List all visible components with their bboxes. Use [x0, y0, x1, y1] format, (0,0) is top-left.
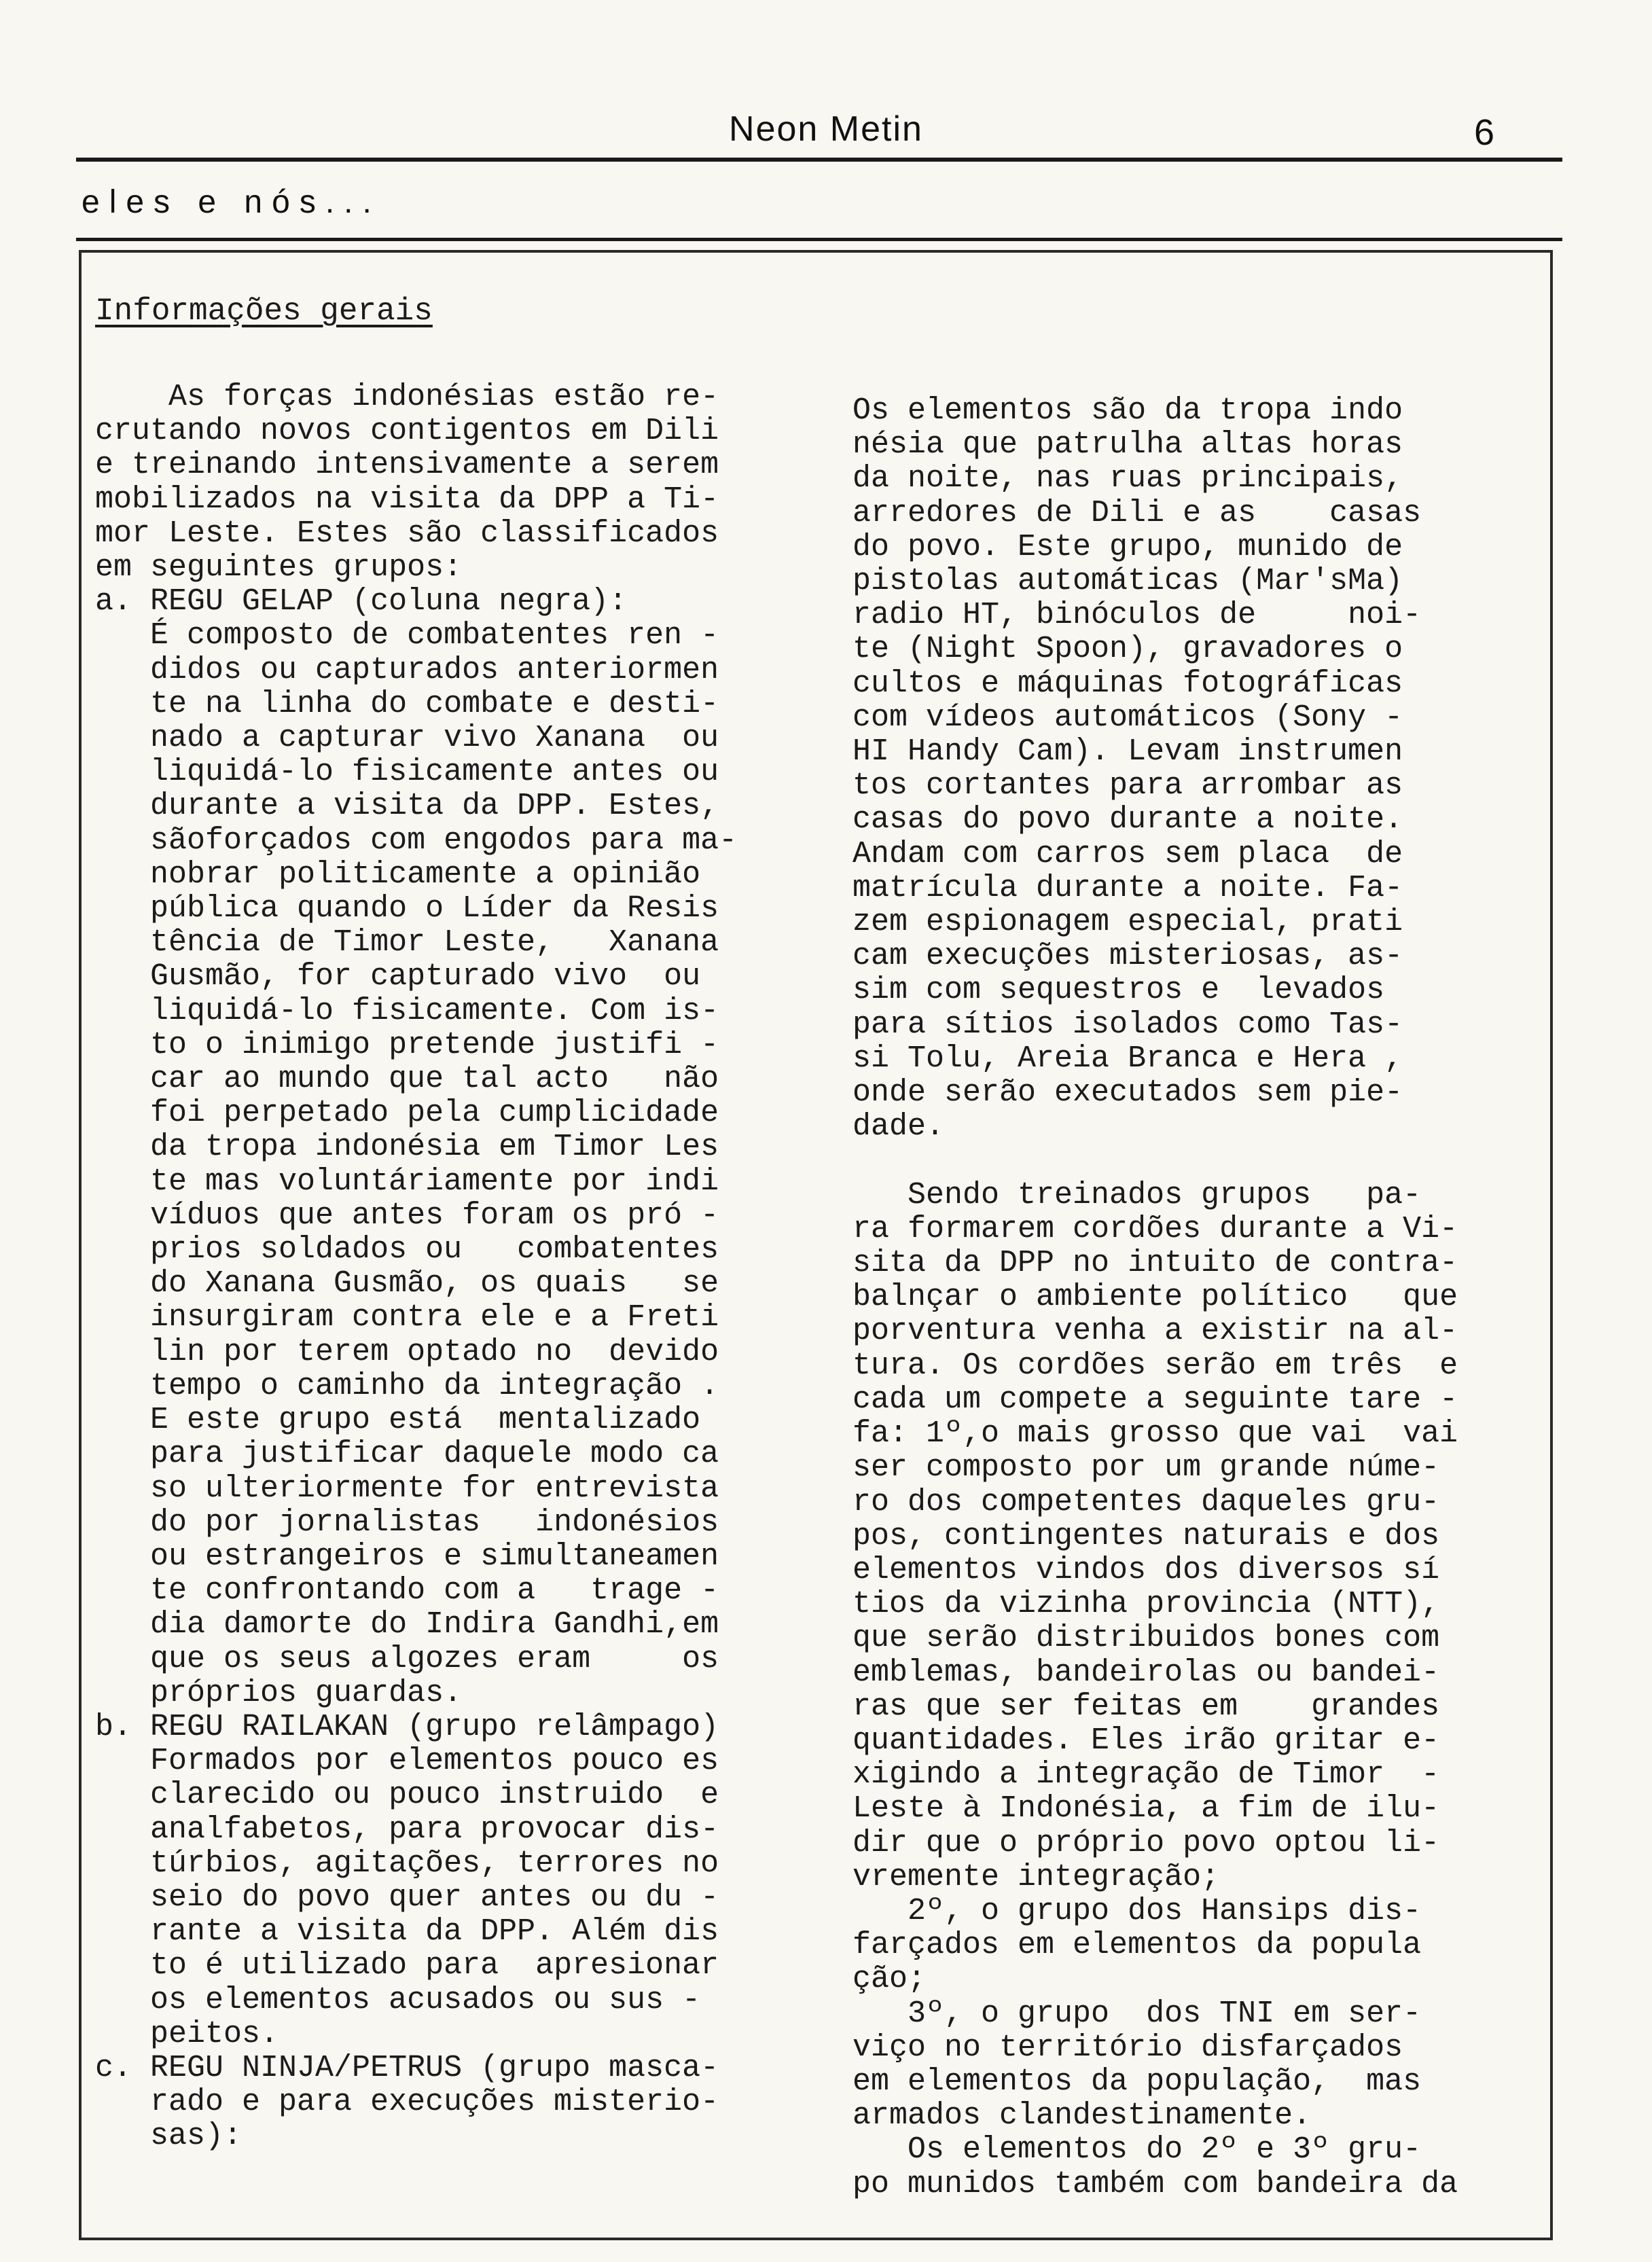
newsletter-title: Neon Metin: [729, 109, 923, 149]
left-column-text: As forças indonésias estão re- crutando novos contigentos em Dili e treinando intensivamente a serem mobilizados na visita da DPP a Ti- mor Leste. Estes são classificados em seguintes grupos: a. REGU GELAP (coluna negra): É composto de combatentes ren - didos ou capturados anteriormen te na linha do combate e desti- nado a capturar vivo Xanana ou liquidá-lo fisicamente antes ou durante a visita da DPP. Estes, sãoforçados com engodos para ma- nobrar politicamente a opinião pública quando o Líder da Resis tência de Timor Leste, Xanana Gusmão, for capturado vivo ou liquidá-lo fisicamente. Com is- to o inimigo pretende justifi - car ao mundo que tal acto não foi perpetado pela cumplicidade da tropa indonésia em Timor Les te mas voluntáriamente por indi víduos que antes foram os pró - prios soldados ou combatentes do Xanana Gusmão, os quais se insurgiram contra ele e a Freti lin por terem optado no devido tempo o caminho da integração . E este grupo está mentalizado para justificar daquele modo ca so ulteriormente for entrevista do por jornalistas indonésios ou estrangeiros e simultaneamen te confrontando com a trage - dia damorte do Indira Gandhi,em que os seus algozes eram os próprios guardas. b. REGU RAILAKAN (grupo relâmpago) Formados por elementos pouco es clarecido ou pouco instruido e analfabetos, para provocar dis- túrbios, agitações, terrores no seio do povo quer antes ou du - rante a visita da DPP. Além dis to é utilizado para apresionar os elementos acusados ou sus - peitos. c. REGU NINJA/PETRUS (grupo masca- rado e para execuções misterio- sas):: [95, 380, 738, 2154]
section-rule: [76, 238, 1562, 241]
article-heading: Informações gerais: [95, 293, 433, 329]
header-rule: [76, 158, 1562, 162]
section-label: eles e nós...: [82, 184, 381, 220]
right-column-text: Os elementos são da tropa indo nésia que patrulha altas horas da noite, nas ruas principais, arredores de Dili e as casas do povo. Este grupo, munido de pistolas automáticas (Mar'sMa) radio HT, binóculos de noi- te (Night Spoon), gravadores o cultos e máquinas fotográficas com vídeos automáticos (Sony - HI Handy Cam). Levam instrumen tos cortantes para arrombar as casas do povo durante a noite. Andam com carros sem placa de matrícula durante a noite. Fa- zem espionagem especial, prati cam execuções misteriosas, as- sim com sequestros e levados para sítios isolados como Tas- si Tolu, Areia Branca e Hera , onde serão executados sem pie- dade. Sendo treinados grupos pa- ra formarem cordões durante a Vi- sita da DPP no intuito de contra- balnçar o ambiente político que porventura venha a existir na al- tura. Os cordões serão em três e cada um compete a seguinte tare - fa: 1º,o mais grosso que vai vai ser composto por um grande núme- ro dos competentes daqueles gru- pos, contingentes naturais e dos elementos vindos dos diversos sí tios da vizinha provincia (NTT), que serão distribuidos bones com emblemas, bandeirolas ou bandei- ras que ser feitas em grandes quantidades. Eles irão gritar e- xigindo a integração de Timor - Leste à Indonésia, a fim de ilu- dir que o próprio povo optou li- vremente integração; 2º, o grupo dos Hansips dis- farçados em elementos da popula ção; 3º, o grupo dos TNI em ser- viço no território disfarçados em elementos da população, mas armados clandestinamente. Os elementos do 2º e 3º gru- po munidos também com bandeira da: [852, 393, 1458, 2202]
page-number: 6: [1474, 112, 1495, 153]
